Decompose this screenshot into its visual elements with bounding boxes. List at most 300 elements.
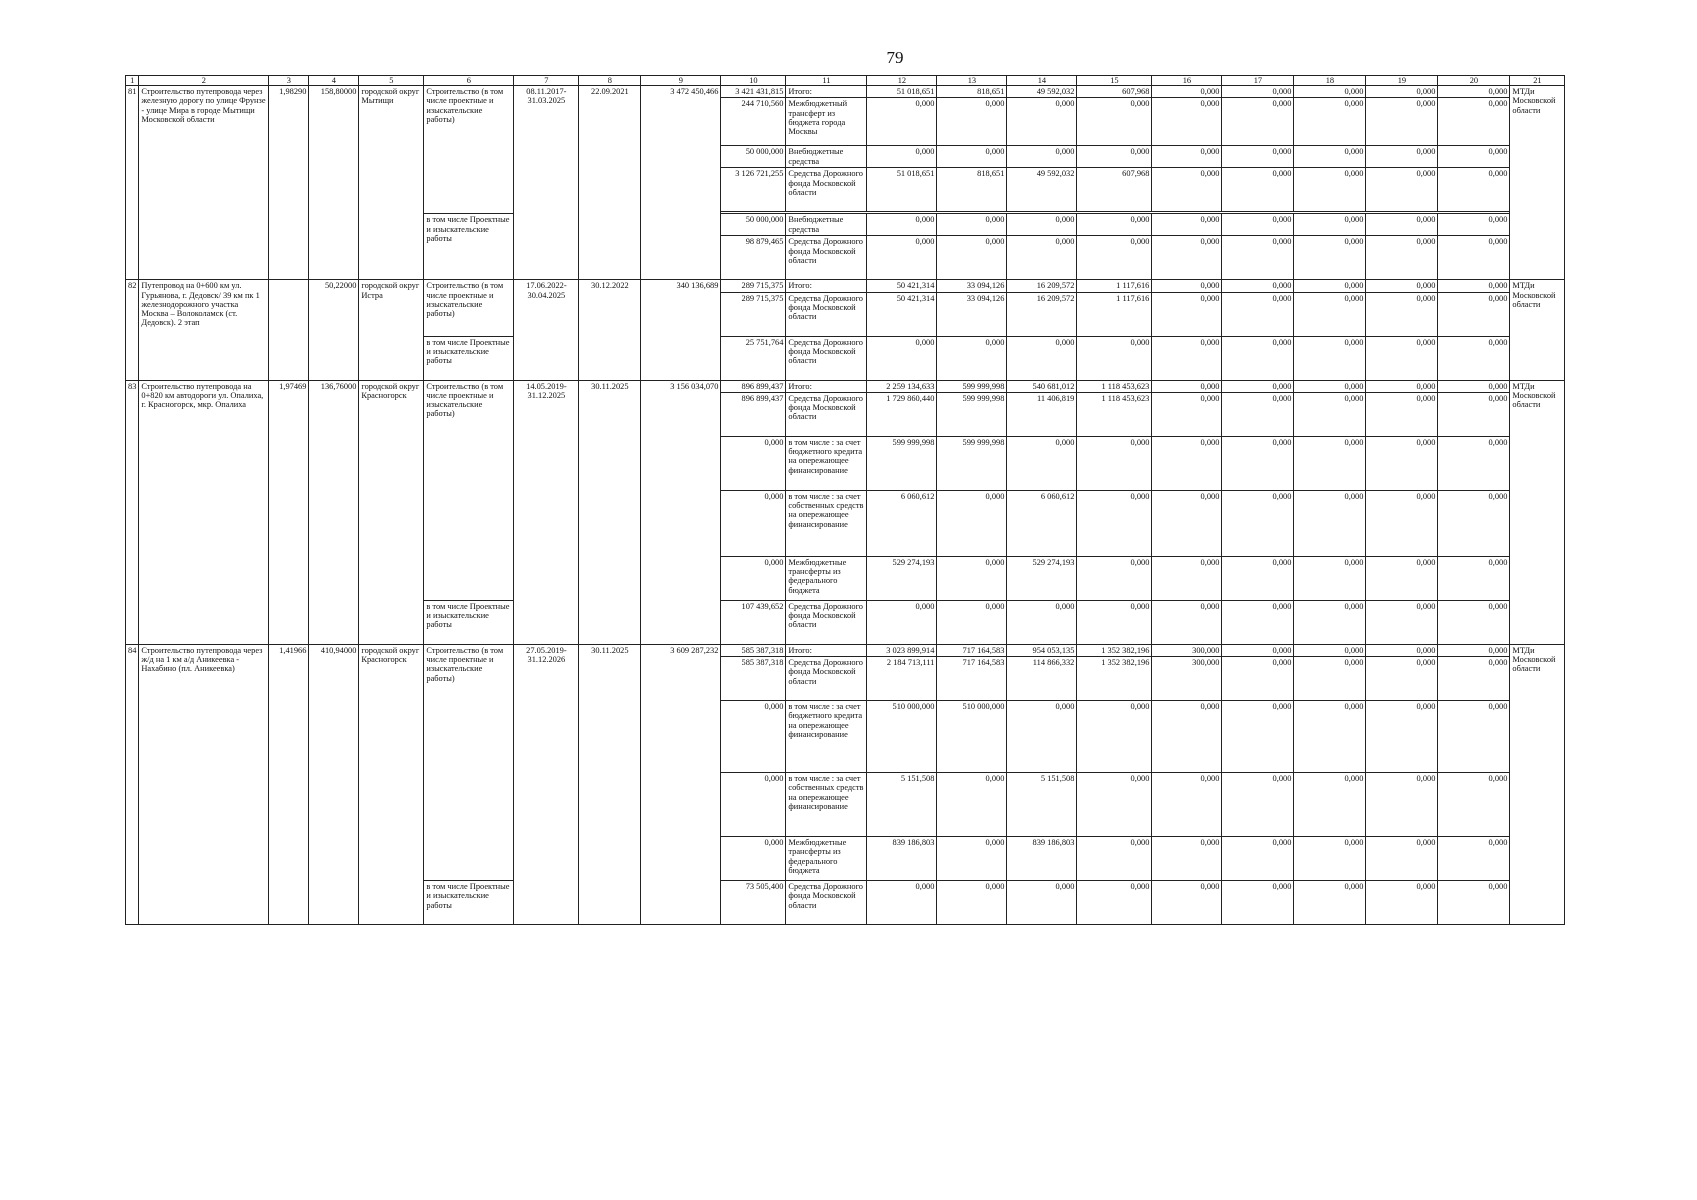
cell-col16: 0,000 <box>1152 837 1222 881</box>
cell-col10: 3 421 431,815 <box>721 86 786 98</box>
cell-col16: 0,000 <box>1152 773 1222 837</box>
funding-source: Средства Дорожного фонда Московской области <box>786 600 867 644</box>
cell-col18: 0,000 <box>1294 436 1366 490</box>
column-number: 8 <box>579 76 641 86</box>
funding-source: Средства Дорожного фонда Московской области <box>786 236 867 280</box>
cell-col10: 0,000 <box>721 837 786 881</box>
cell-col20: 0,000 <box>1438 490 1510 556</box>
cell-col20: 0,000 <box>1438 214 1510 236</box>
funding-source: Итого: <box>786 86 867 98</box>
cell-col15: 607,968 <box>1077 86 1152 98</box>
column-number: 11 <box>786 76 867 86</box>
cell-col17: 0,000 <box>1222 280 1294 292</box>
cell-col14: 0,000 <box>1007 236 1077 280</box>
column-number: 19 <box>1366 76 1438 86</box>
cell-col14: 540 681,012 <box>1007 380 1077 392</box>
cell-col10: 50 000,000 <box>721 214 786 236</box>
cell-col15: 1 352 382,196 <box>1077 644 1152 656</box>
funding-source: Межбюджетные трансферты из федерального бюджета <box>786 556 867 600</box>
cell-col10: 0,000 <box>721 773 786 837</box>
cell-col16: 0,000 <box>1152 168 1222 212</box>
funding-source: Средства Дорожного фонда Московской области <box>786 336 867 380</box>
funding-source: Средства Дорожного фонда Московской области <box>786 292 867 336</box>
cell-col17: 0,000 <box>1222 98 1294 146</box>
cell-col17: 0,000 <box>1222 392 1294 436</box>
total-cost: 3 472 450,466 <box>641 86 721 280</box>
cell-col13: 0,000 <box>937 336 1007 380</box>
cell-col13: 818,651 <box>937 168 1007 212</box>
cell-col12: 2 259 134,633 <box>867 380 937 392</box>
cell-col20: 0,000 <box>1438 644 1510 656</box>
cell-col13: 0,000 <box>937 236 1007 280</box>
cell-col20: 0,000 <box>1438 380 1510 392</box>
work-type: в том числе Проектные и изыскательские работы <box>424 600 514 644</box>
cell-col10: 0,000 <box>721 701 786 773</box>
work-period: 17.06.2022-30.04.2025 <box>514 280 579 380</box>
cell-col10: 896 899,437 <box>721 392 786 436</box>
cell-col17: 0,000 <box>1222 236 1294 280</box>
cell-col12: 510 000,000 <box>867 701 937 773</box>
work-type: в том числе Проектные и изыскательские работы <box>424 881 514 925</box>
municipality: городской округ Истра <box>359 280 424 380</box>
cell-col13: 0,000 <box>937 837 1007 881</box>
work-period: 27.05.2019-31.12.2026 <box>514 644 579 924</box>
cell-col17: 0,000 <box>1222 600 1294 644</box>
cell-col19: 0,000 <box>1366 556 1438 600</box>
cell-col19: 0,000 <box>1366 392 1438 436</box>
column-number-row <box>126 76 1565 86</box>
funding-source: Межбюджетные трансферты из федерального бюджета <box>786 837 867 881</box>
row-number: 84 <box>126 644 139 924</box>
row-number: 82 <box>126 280 139 380</box>
cell-col16: 0,000 <box>1152 86 1222 98</box>
work-type: в том числе Проектные и изыскательские работы <box>424 336 514 380</box>
cell-col14: 11 406,819 <box>1007 392 1077 436</box>
cell-col3: 1,97469 <box>269 380 309 644</box>
work-period: 14.05.2019-31.12.2025 <box>514 380 579 644</box>
cell-col19: 0,000 <box>1366 280 1438 292</box>
cell-col14: 529 274,193 <box>1007 556 1077 600</box>
cell-col18: 0,000 <box>1294 701 1366 773</box>
cell-col13: 717 164,583 <box>937 644 1007 656</box>
cell-col17: 0,000 <box>1222 380 1294 392</box>
cell-col17: 0,000 <box>1222 837 1294 881</box>
cell-col19: 0,000 <box>1366 701 1438 773</box>
cell-col10: 25 751,764 <box>721 336 786 380</box>
funding-source: Итого: <box>786 280 867 292</box>
page-number: 79 <box>886 48 904 67</box>
cell-col3: 1,41966 <box>269 644 309 924</box>
cell-col12: 839 186,803 <box>867 837 937 881</box>
cell-col18: 0,000 <box>1294 837 1366 881</box>
cell-col14: 114 866,332 <box>1007 657 1077 701</box>
completion-date: 30.11.2025 <box>579 380 641 644</box>
cell-col13: 33 094,126 <box>937 292 1007 336</box>
customer: МТДи Московской области <box>1510 86 1565 280</box>
cell-col20: 0,000 <box>1438 657 1510 701</box>
cell-col20: 0,000 <box>1438 292 1510 336</box>
cell-col4: 50,22000 <box>309 280 359 380</box>
cell-col3 <box>269 280 309 380</box>
cell-col14: 49 592,032 <box>1007 168 1077 212</box>
cell-col16: 0,000 <box>1152 392 1222 436</box>
customer: МТДи Московской области <box>1510 380 1565 644</box>
funding-source: Средства Дорожного фонда Московской области <box>786 168 867 212</box>
cell-col17: 0,000 <box>1222 168 1294 212</box>
municipality: городской округ Мытищи <box>359 86 424 280</box>
cell-col4: 158,80000 <box>309 86 359 280</box>
cell-col16: 0,000 <box>1152 292 1222 336</box>
cell-col18: 0,000 <box>1294 146 1366 168</box>
cell-col15: 0,000 <box>1077 214 1152 236</box>
cell-col16: 0,000 <box>1152 556 1222 600</box>
table-row <box>126 644 1565 656</box>
cell-col15: 1 118 453,623 <box>1077 380 1152 392</box>
cell-col14: 5 151,508 <box>1007 773 1077 837</box>
cell-col20: 0,000 <box>1438 600 1510 644</box>
cell-col19: 0,000 <box>1366 600 1438 644</box>
cell-col10: 0,000 <box>721 556 786 600</box>
cell-col4: 136,76000 <box>309 380 359 644</box>
cell-col10: 896 899,437 <box>721 380 786 392</box>
cell-col17: 0,000 <box>1222 701 1294 773</box>
cell-col18: 0,000 <box>1294 881 1366 925</box>
funding-source: Средства Дорожного фонда Московской области <box>786 657 867 701</box>
column-number: 1 <box>126 76 139 86</box>
funding-source: в том числе : за счет бюджетного кредита на опережающее финансирование <box>786 701 867 773</box>
cell-col18: 0,000 <box>1294 168 1366 212</box>
cell-col18: 0,000 <box>1294 380 1366 392</box>
cell-col10: 244 710,560 <box>721 98 786 146</box>
cell-col17: 0,000 <box>1222 773 1294 837</box>
cell-col19: 0,000 <box>1366 98 1438 146</box>
cell-col19: 0,000 <box>1366 773 1438 837</box>
cell-col14: 6 060,612 <box>1007 490 1077 556</box>
cell-col19: 0,000 <box>1366 657 1438 701</box>
municipality: городской округ Красногорск <box>359 644 424 924</box>
cell-col12: 50 421,314 <box>867 280 937 292</box>
cell-col20: 0,000 <box>1438 236 1510 280</box>
cell-col16: 0,000 <box>1152 701 1222 773</box>
cell-col20: 0,000 <box>1438 168 1510 212</box>
work-type: Строительство (в том числе проектные и изыскательские работы) <box>424 280 514 336</box>
cell-col10: 107 439,652 <box>721 600 786 644</box>
cell-col14: 0,000 <box>1007 600 1077 644</box>
cell-col13: 0,000 <box>937 98 1007 146</box>
cell-col10: 50 000,000 <box>721 146 786 168</box>
cell-col4: 410,94000 <box>309 644 359 924</box>
completion-date: 30.12.2022 <box>579 280 641 380</box>
cell-col20: 0,000 <box>1438 98 1510 146</box>
cell-col16: 0,000 <box>1152 280 1222 292</box>
cell-col15: 0,000 <box>1077 336 1152 380</box>
cell-col17: 0,000 <box>1222 490 1294 556</box>
cell-col12: 0,000 <box>867 98 937 146</box>
cell-col13: 0,000 <box>937 600 1007 644</box>
cell-col12: 3 023 899,914 <box>867 644 937 656</box>
cell-col15: 1 118 453,623 <box>1077 392 1152 436</box>
cell-col12: 51 018,651 <box>867 168 937 212</box>
cell-col20: 0,000 <box>1438 881 1510 925</box>
column-number: 5 <box>359 76 424 86</box>
column-number: 10 <box>721 76 786 86</box>
cell-col13: 717 164,583 <box>937 657 1007 701</box>
cell-col10: 0,000 <box>721 436 786 490</box>
work-type: Строительство (в том числе проектные и изыскательские работы) <box>424 644 514 880</box>
cell-col19: 0,000 <box>1366 881 1438 925</box>
cell-col10: 3 126 721,255 <box>721 168 786 212</box>
row-number: 81 <box>126 86 139 280</box>
cell-col14: 0,000 <box>1007 214 1077 236</box>
cell-col15: 0,000 <box>1077 773 1152 837</box>
cell-col20: 0,000 <box>1438 336 1510 380</box>
cell-col10: 289 715,375 <box>721 292 786 336</box>
cell-col16: 0,000 <box>1152 600 1222 644</box>
cell-col17: 0,000 <box>1222 657 1294 701</box>
cell-col17: 0,000 <box>1222 436 1294 490</box>
cell-col15: 1 117,616 <box>1077 280 1152 292</box>
cell-col15: 0,000 <box>1077 436 1152 490</box>
cell-col15: 0,000 <box>1077 701 1152 773</box>
funding-source: в том числе : за счет бюджетного кредита на опережающее финансирование <box>786 436 867 490</box>
completion-date: 30.11.2025 <box>579 644 641 924</box>
column-number: 3 <box>269 76 309 86</box>
cell-col19: 0,000 <box>1366 168 1438 212</box>
funding-source: Средства Дорожного фонда Московской области <box>786 881 867 925</box>
cell-col3: 1,98290 <box>269 86 309 280</box>
cell-col16: 300,000 <box>1152 644 1222 656</box>
cell-col19: 0,000 <box>1366 236 1438 280</box>
cell-col13: 599 999,998 <box>937 436 1007 490</box>
funding-source: Внебюджетные средства <box>786 146 867 168</box>
funding-source: Внебюджетные средства <box>786 214 867 236</box>
customer: МТДи Московской области <box>1510 644 1565 924</box>
cell-col15: 0,000 <box>1077 837 1152 881</box>
cell-col12: 51 018,651 <box>867 86 937 98</box>
work-type: Строительство (в том числе проектные и изыскательские работы) <box>424 86 514 214</box>
object-name: Строительство путепровода через железную дорогу по улице Фрунзе - улице Мира в городе Мытищи Московской области <box>139 86 269 280</box>
cell-col17: 0,000 <box>1222 86 1294 98</box>
column-number: 4 <box>309 76 359 86</box>
cell-col18: 0,000 <box>1294 773 1366 837</box>
cell-col14: 0,000 <box>1007 881 1077 925</box>
cell-col18: 0,000 <box>1294 336 1366 380</box>
cell-col14: 0,000 <box>1007 336 1077 380</box>
column-number: 7 <box>514 76 579 86</box>
cell-col15: 0,000 <box>1077 881 1152 925</box>
cell-col20: 0,000 <box>1438 436 1510 490</box>
cell-col17: 0,000 <box>1222 336 1294 380</box>
cell-col15: 0,000 <box>1077 490 1152 556</box>
cell-col15: 0,000 <box>1077 146 1152 168</box>
program-table <box>125 75 1565 925</box>
cell-col19: 0,000 <box>1366 490 1438 556</box>
cell-col16: 0,000 <box>1152 380 1222 392</box>
cell-col19: 0,000 <box>1366 86 1438 98</box>
cell-col20: 0,000 <box>1438 280 1510 292</box>
cell-col16: 0,000 <box>1152 236 1222 280</box>
cell-col16: 0,000 <box>1152 436 1222 490</box>
cell-col15: 1 117,616 <box>1077 292 1152 336</box>
column-number: 18 <box>1294 76 1366 86</box>
cell-col19: 0,000 <box>1366 380 1438 392</box>
cell-col17: 0,000 <box>1222 644 1294 656</box>
cell-col14: 954 053,135 <box>1007 644 1077 656</box>
table-row <box>126 280 1565 292</box>
cell-col14: 49 592,032 <box>1007 86 1077 98</box>
column-number: 20 <box>1438 76 1510 86</box>
cell-col14: 16 209,572 <box>1007 280 1077 292</box>
cell-col16: 0,000 <box>1152 146 1222 168</box>
cell-col15: 0,000 <box>1077 236 1152 280</box>
column-number: 12 <box>867 76 937 86</box>
cell-col10: 585 387,318 <box>721 644 786 656</box>
cell-col17: 0,000 <box>1222 146 1294 168</box>
column-number: 2 <box>139 76 269 86</box>
cell-col14: 0,000 <box>1007 436 1077 490</box>
cell-col18: 0,000 <box>1294 556 1366 600</box>
cell-col13: 0,000 <box>937 556 1007 600</box>
cell-col12: 529 274,193 <box>867 556 937 600</box>
total-cost: 340 136,689 <box>641 280 721 380</box>
cell-col18: 0,000 <box>1294 644 1366 656</box>
object-name: Путепровод на 0+600 км ул. Гурьянова, г. Дедовск/ 39 км пк 1 железнодорожного участка Москва – Волоколамск (ст. Дедовск). 2 этап <box>139 280 269 380</box>
cell-col14: 839 186,803 <box>1007 837 1077 881</box>
cell-col12: 5 151,508 <box>867 773 937 837</box>
cell-col14: 0,000 <box>1007 701 1077 773</box>
cell-col17: 0,000 <box>1222 881 1294 925</box>
cell-col17: 0,000 <box>1222 556 1294 600</box>
row-number: 83 <box>126 380 139 644</box>
cell-col19: 0,000 <box>1366 644 1438 656</box>
column-number: 21 <box>1510 76 1565 86</box>
cell-col14: 0,000 <box>1007 146 1077 168</box>
cell-col10: 585 387,318 <box>721 657 786 701</box>
funding-source: Средства Дорожного фонда Московской области <box>786 392 867 436</box>
cell-col17: 0,000 <box>1222 292 1294 336</box>
cell-col20: 0,000 <box>1438 837 1510 881</box>
cell-col12: 0,000 <box>867 881 937 925</box>
cell-col13: 0,000 <box>937 146 1007 168</box>
cell-col13: 0,000 <box>937 881 1007 925</box>
total-cost: 3 156 034,070 <box>641 380 721 644</box>
cell-col12: 50 421,314 <box>867 292 937 336</box>
customer: МТДи Московской области <box>1510 280 1565 380</box>
cell-col12: 0,000 <box>867 336 937 380</box>
completion-date: 22.09.2021 <box>579 86 641 280</box>
cell-col10: 289 715,375 <box>721 280 786 292</box>
object-name: Строительство путепровода через ж/д на 1 км а/д Аникеевка - Нахабино (пл. Аникеевка) <box>139 644 269 924</box>
cell-col19: 0,000 <box>1366 336 1438 380</box>
funding-source: в том числе : за счет собственных средств на опережающее финансирование <box>786 490 867 556</box>
cell-col16: 300,000 <box>1152 657 1222 701</box>
column-number: 9 <box>641 76 721 86</box>
work-type: Строительство (в том числе проектные и изыскательские работы) <box>424 380 514 600</box>
cell-col15: 0,000 <box>1077 600 1152 644</box>
cell-col17: 0,000 <box>1222 214 1294 236</box>
column-number: 17 <box>1222 76 1294 86</box>
cell-col14: 16 209,572 <box>1007 292 1077 336</box>
cell-col18: 0,000 <box>1294 214 1366 236</box>
work-type: в том числе Проектные и изыскательские работы <box>424 214 514 280</box>
cell-col18: 0,000 <box>1294 490 1366 556</box>
cell-col20: 0,000 <box>1438 773 1510 837</box>
column-number: 16 <box>1152 76 1222 86</box>
cell-col20: 0,000 <box>1438 86 1510 98</box>
table-row <box>126 86 1565 98</box>
cell-col12: 0,000 <box>867 214 937 236</box>
municipality: городской округ Красногорск <box>359 380 424 644</box>
funding-source: в том числе : за счет собственных средств на опережающее финансирование <box>786 773 867 837</box>
total-cost: 3 609 287,232 <box>641 644 721 924</box>
column-number: 6 <box>424 76 514 86</box>
cell-col16: 0,000 <box>1152 881 1222 925</box>
cell-col20: 0,000 <box>1438 146 1510 168</box>
cell-col18: 0,000 <box>1294 392 1366 436</box>
column-number: 13 <box>937 76 1007 86</box>
cell-col19: 0,000 <box>1366 214 1438 236</box>
cell-col18: 0,000 <box>1294 280 1366 292</box>
funding-source: Итого: <box>786 380 867 392</box>
cell-col13: 0,000 <box>937 773 1007 837</box>
cell-col19: 0,000 <box>1366 837 1438 881</box>
cell-col12: 0,000 <box>867 146 937 168</box>
cell-col13: 33 094,126 <box>937 280 1007 292</box>
cell-col18: 0,000 <box>1294 657 1366 701</box>
cell-col12: 0,000 <box>867 600 937 644</box>
cell-col19: 0,000 <box>1366 292 1438 336</box>
cell-col12: 599 999,998 <box>867 436 937 490</box>
cell-col15: 0,000 <box>1077 556 1152 600</box>
cell-col13: 599 999,998 <box>937 380 1007 392</box>
cell-col16: 0,000 <box>1152 336 1222 380</box>
cell-col16: 0,000 <box>1152 214 1222 236</box>
cell-col12: 6 060,612 <box>867 490 937 556</box>
cell-col15: 1 352 382,196 <box>1077 657 1152 701</box>
cell-col14: 0,000 <box>1007 98 1077 146</box>
cell-col15: 607,968 <box>1077 168 1152 212</box>
table-row <box>126 380 1565 392</box>
cell-col20: 0,000 <box>1438 392 1510 436</box>
cell-col12: 0,000 <box>867 236 937 280</box>
cell-col13: 0,000 <box>937 490 1007 556</box>
funding-source: Межбюджетный трансферт из бюджета города Москвы <box>786 98 867 146</box>
cell-col13: 0,000 <box>937 214 1007 236</box>
cell-col12: 2 184 713,111 <box>867 657 937 701</box>
cell-col10: 98 879,465 <box>721 236 786 280</box>
cell-col19: 0,000 <box>1366 436 1438 490</box>
cell-col18: 0,000 <box>1294 600 1366 644</box>
cell-col12: 1 729 860,440 <box>867 392 937 436</box>
funding-source: Итого: <box>786 644 867 656</box>
cell-col19: 0,000 <box>1366 146 1438 168</box>
cell-col18: 0,000 <box>1294 292 1366 336</box>
cell-col18: 0,000 <box>1294 236 1366 280</box>
cell-col18: 0,000 <box>1294 98 1366 146</box>
cell-col13: 818,651 <box>937 86 1007 98</box>
column-number: 14 <box>1007 76 1077 86</box>
column-number: 15 <box>1077 76 1152 86</box>
cell-col16: 0,000 <box>1152 490 1222 556</box>
cell-col13: 510 000,000 <box>937 701 1007 773</box>
cell-col10: 0,000 <box>721 490 786 556</box>
object-name: Строительство путепровода на 0+820 км автодороги ул. Опалиха, г. Красногорск, мкр. Опалиха <box>139 380 269 644</box>
cell-col18: 0,000 <box>1294 86 1366 98</box>
cell-col13: 599 999,998 <box>937 392 1007 436</box>
cell-col20: 0,000 <box>1438 556 1510 600</box>
cell-col10: 73 505,400 <box>721 881 786 925</box>
cell-col20: 0,000 <box>1438 701 1510 773</box>
